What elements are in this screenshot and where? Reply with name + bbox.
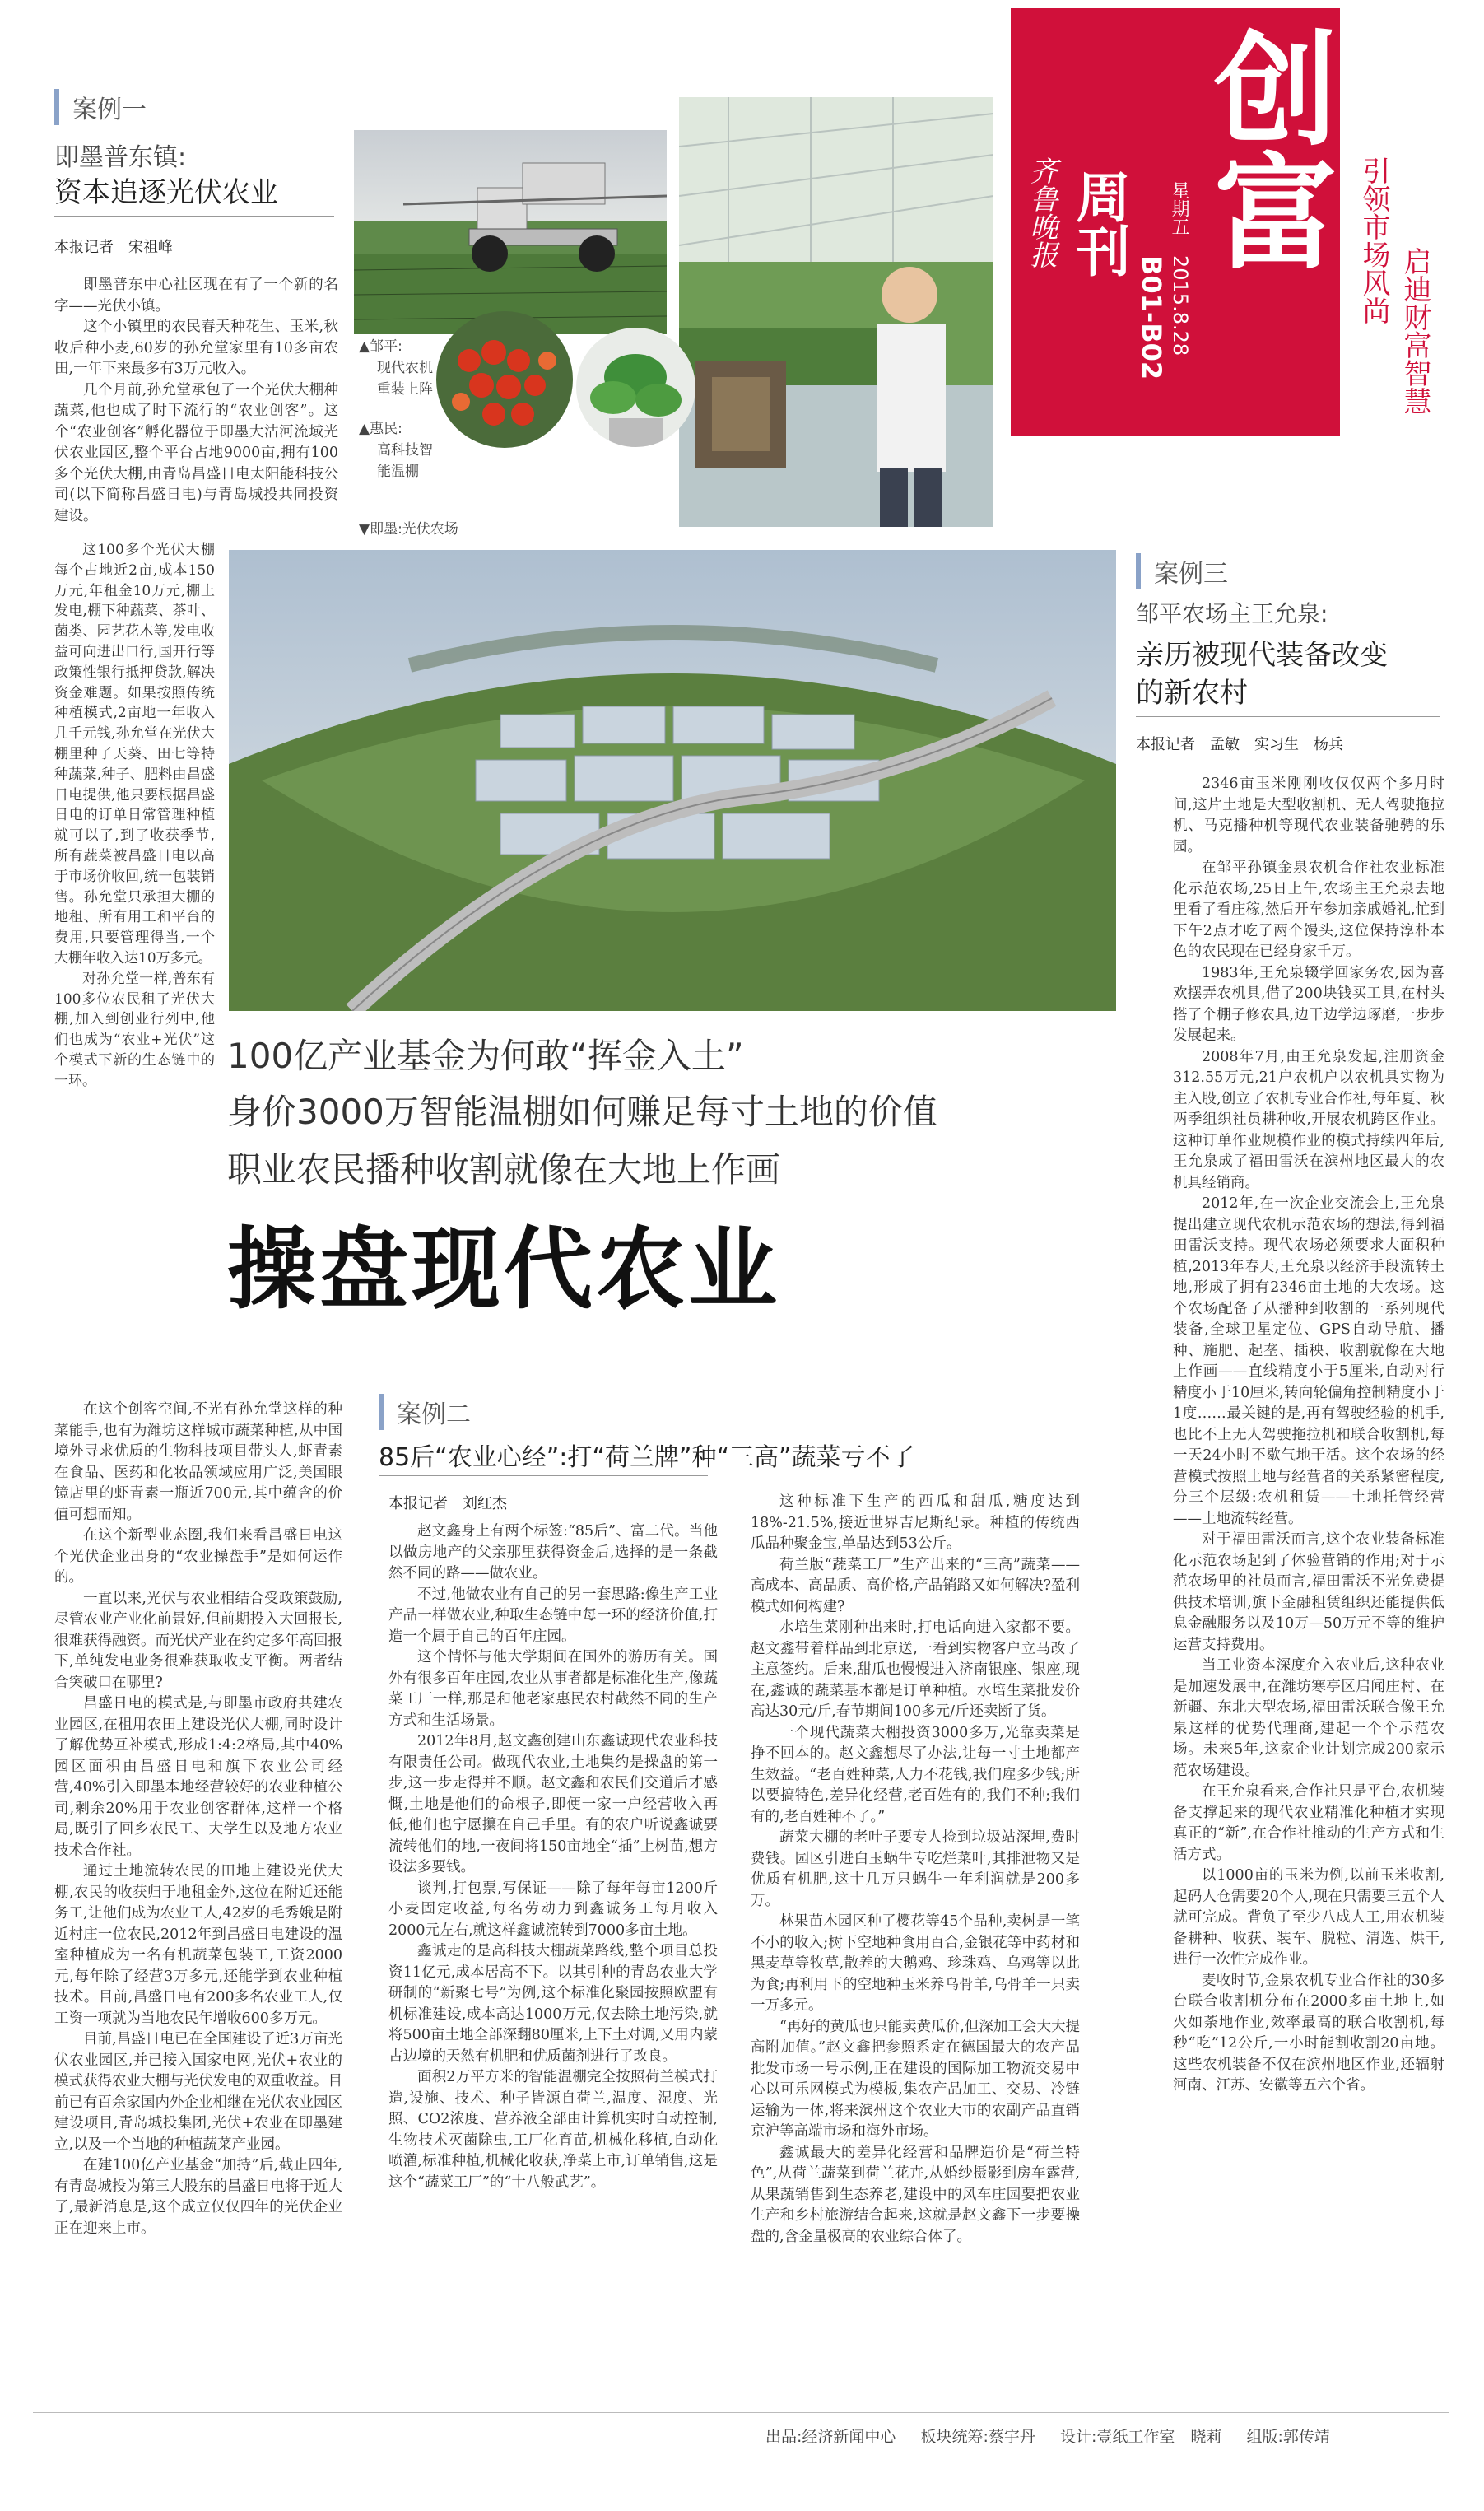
case2-para: 面积2万平方米的智能温棚完全按照荷兰模式打造,设施、技术、种子皆源自荷兰,温度、湿度、光照、CO2浓度、营养液全部由计算机实时自动控制,生物技术灭菌除虫,工厂化育苗,机械化移植,自动化喷灌,标准种植,机械化收获,净菜上市,订单销售,这是这个“蔬菜工厂”的“十八般武艺”。 bbox=[388, 2069, 718, 2191]
case3-para: 当工业资本深度介入农业后,这种农业是加速发展中,在潍坊寒亭区启闻庄村、在新疆、东北大型农场,福田雷沃联合像王允泉这样的优势代理商,建起一个个示范农场。未来5年,这家企业计划完成200家示范农场建设。 bbox=[1173, 1657, 1444, 1779]
case2-column-2 bbox=[751, 1492, 1080, 2394]
footer-rule bbox=[33, 2412, 1449, 2413]
case1-rule bbox=[54, 216, 334, 217]
case3-sub2: 亲历被现代装备改变 bbox=[1136, 639, 1388, 672]
case3-para: 1983年,王允泉辍学回家务农,因为喜欢摆弄农机具,借了200块钱买工具,在村头搭了个棚子修农具,边干边学边琢磨,一步步发展起来。 bbox=[1173, 964, 1444, 1044]
case2-para: 一个现代蔬菜大棚投资3000多万,光靠卖菜是挣不回本的。赵文鑫想尽了办法,让每一寸土地都产生效益。“老百姓种菜,人力不花钱,我们雇多少钱;所以要搞特色,差异化经营,老百姓有的,我们不种;我们有的,老百姓种不了。” bbox=[751, 1724, 1080, 1825]
caption-jimo: ▼即墨:光伏农场 bbox=[359, 521, 458, 538]
slogan-1: 引领市场风尚 bbox=[1357, 156, 1390, 324]
case3-para: 在王允泉看来,合作社只是平台,农机装备支撑起来的现代农业精准化种植才实现真正的“新”,在合作社推动的生产方式和生活方式。 bbox=[1173, 1783, 1444, 1863]
case2-rule bbox=[379, 1475, 708, 1476]
case3-para: 2346亩玉米刚刚收仅仅两个多月时间,这片土地是大型收割机、无人驾驶拖拉机、马克播种机等现代农业装备驰骋的乐园。 bbox=[1173, 776, 1444, 855]
seedling-photo bbox=[576, 328, 695, 447]
paper-logo: 齐鲁晚报 bbox=[1025, 156, 1058, 268]
case3-tag: 案例三 bbox=[1136, 553, 1228, 589]
case1-para: 通过土地流转农民的田地上建设光伏大棚,农民的收获归于地租金外,这位在附近还能务工,让他们成为农业工人,42岁的毛秀娥是附近村庄一位农民,2012年到昌盛日电建设的温室种植成为一名有机蔬菜包装工,工资2000元,每年除了经营3万多元,还能学到农业种植技术。目前,昌盛日电有200多名农业工人,仅工资一项就为当地农民年增收600多万元。 bbox=[54, 1863, 342, 2027]
case3-sub1: 邹平农场主王允泉: bbox=[1136, 600, 1328, 627]
case1-column-mid bbox=[54, 540, 215, 1396]
footer-planner: 板块统筹:蔡宇丹 bbox=[920, 2428, 1035, 2446]
case2-para: 这种标准下生产的西瓜和甜瓜,糖度达到18%-21.5%,接近世界吉尼斯纪录。种植的传统西瓜品种聚金宝,单品达到53公斤。 bbox=[751, 1493, 1080, 1552]
footer-editor: 组版:郭传靖 bbox=[1246, 2428, 1330, 2446]
footer-source: 出品:经济新闻中心 bbox=[765, 2428, 896, 2446]
case1-para: 这个小镇里的农民春天种花生、玉米,秋收后种小麦,60岁的孙允堂家里有10多亩农田,一年下来最多有3万元收入。 bbox=[54, 319, 338, 377]
headline-line-1: 100亿产业基金为何敢“挥金入土” bbox=[227, 1036, 744, 1076]
tomato-photo bbox=[436, 311, 573, 448]
case3-para: 麦收时节,金泉农机专业合作社的30多台联合收割机分布在2000多亩土地上,如火如荼地作业,效率最高的联合收割机,每秒“吃”12公斤,一小时能割收割20亩地。这些农机装备不仅在滨州地区作业,还辐射河南、江苏、安徽等五六个省。 bbox=[1173, 1972, 1444, 2094]
caption-huimin-line: ▲惠民: bbox=[359, 421, 402, 437]
case1-para: 即墨普东中心社区现在有了一个新的名字——光伏小镇。 bbox=[54, 277, 338, 314]
case1-sub1: 即墨普东镇: bbox=[54, 143, 187, 172]
case1-para: 在这个新型业态圈,我们来看昌盛日电这个光伏企业出身的“农业操盘手”是如何运作的。 bbox=[54, 1527, 342, 1586]
case2-para: 这个情怀与他大学期间在国外的游历有关。国外有很多百年庄园,农业从事者都是标准化生产,像蔬菜工厂一样,那是和他老家惠民农村截然不同的生产方式和生活场景。 bbox=[388, 1649, 718, 1729]
case3-para: 2012年,在一次企业交流会上,王允泉提出建立现代农机示范农场的想法,得到福田雷沃支持。现代农场必须要求大面积种植,2013年春天,王允泉以经济手段流转土地,形成了拥有2346亩土地的大农场。这个农场配备了从播种到收割的一系列现代装备,全球卫星定位、GPS自动导航、播种、施肥、起垄、插秧、收割就像在大地上作画——直线精度小于5厘米,自动对行精度小于10厘米,转向轮偏角控制精度小于1度……最关键的是,再有驾驶经验的机手,也比不上无人驾驶拖拉机和联合收割机,每一天24小时不歇气地干活。这个农场的经营模式按照土地与经营者的关系紧密程度,分三个层级:农机租赁——土地托管经营——土地流转经营。 bbox=[1173, 1195, 1444, 1527]
tractor-photo bbox=[354, 130, 667, 334]
case3-column bbox=[1173, 774, 1444, 2396]
case1-para: 昌盛日电的模式是,与即墨市政府共建农业园区,在租用农田上建设光伏大棚,同时设计了解优势互补模式,形成1:4:2格局,其中40%园区面积由昌盛日电和旗下农业公司经营,40%引入即墨本地经营较好的农业种植公司,剩余20%用于农业创客群体,这样一个格局,既引了回乡农民工、大学生以及地方农业技术合作社。 bbox=[54, 1695, 342, 1859]
title-label: 创富 bbox=[1193, 25, 1336, 272]
case1-byline: 本报记者 宋祖峰 bbox=[54, 239, 173, 256]
case1-para: 一直以来,光伏与农业相结合受政策鼓励,尽管农业产业化前景好,但前期投入大回报长,很难获得融资。而光伏产业在约定多年高回报下,单纯发电业务很难获取收支平衡。两者结合突破口在哪里? bbox=[54, 1590, 342, 1691]
caption-zouping-line: 现代农机 bbox=[377, 360, 433, 376]
case2-tag: 案例二 bbox=[379, 1394, 471, 1430]
case3-rule bbox=[1136, 716, 1440, 717]
case1-para: 这100多个光伏大棚每个占地近2亩,成本150万元,年租金10万元,棚上发电,棚下种蔬菜、茶叶、菌类、园艺花木等,发电收益可向进出口行,国开行等政策性银行抵押贷款,解决资金难题。如果按照传统种植模式,2亩地一年收入几千元钱,孙允堂在光伏大棚里种了天葵、田七等特种蔬菜,种子、肥料由昌盛日电提供,他只要根据昌盛日电的订单日常管理种植就可以了,到了收获季节,所有蔬菜被昌盛日电以高于市场价收回,统一包装销售。孙允堂只承担大棚的地租、所有用工和平台的费用,只要管理得当,一个大棚年收入达10万多元。 bbox=[54, 542, 215, 967]
case2-para: 水培生菜刚种出来时,打电话向进入家都不要。赵文鑫带着样品到北京送,一看到实物客户立马改了主意签约。后来,甜瓜也慢慢进入济南银座、银座,现在,鑫诚的蔬菜基本都是订单种植。水培生菜批发价高达30元/斤,春节期间100多元/斤还卖断了货。 bbox=[751, 1619, 1080, 1720]
main-headline: 操盘现代农业 bbox=[227, 1218, 781, 1321]
headline-line-3: 职业农民播种收割就像在大地上作画 bbox=[227, 1149, 781, 1190]
section-label: 周刊 bbox=[1067, 169, 1130, 277]
case1-para: 目前,昌盛日电已在全国建设了近3万亩光伏农业园区,并已接入国家电网,光伏+农业的模式获得农业大棚与光伏发电的双重收益。目前已有百余家国内外企业相继在光伏农业园区建设项目,青岛城投集团,光伏+农业在即墨建立,以及一个当地的种植蔬菜产业园。 bbox=[54, 2031, 342, 2153]
masthead-block bbox=[1011, 8, 1340, 436]
case2-para: 林果苗木园区种了樱花等45个品种,卖树是一笔不小的收入;树下空地种食用百合,金银花等中药材和黑麦草等牧草,散养的大鹅鸡、珍珠鸡、乌鸡等以此为食;再利用下的空地种玉米养乌骨羊,乌骨羊一只卖一万多元。 bbox=[751, 1913, 1080, 2014]
case3-para: 在邹平孙镇金泉农机合作社农业标准化示范农场,25日上午,农场主王允泉去地里看了看庄稼,然后开车参加亲戚婚礼,忙到下午2点才吃了两个馒头,这位保持淳朴本色的农民现在已经身家千万。 bbox=[1173, 860, 1444, 960]
case2-sub: 85后“农业心经”:打“荷兰牌”种“三高”蔬菜亏不了 bbox=[379, 1443, 915, 1472]
case3-sub3: 的新农村 bbox=[1136, 677, 1248, 710]
caption-huimin bbox=[359, 418, 441, 482]
caption-huimin-line: 高科技智 bbox=[377, 442, 433, 459]
case2-byline: 本报记者 刘红杰 bbox=[388, 1495, 507, 1512]
case2-para: 荷兰版“蔬菜工厂”生产出来的“三高”蔬菜——高成本、高品质、高价格,产品销路又如何解决?盈利模式如何构建? bbox=[751, 1556, 1080, 1615]
case3-byline: 本报记者 孟敏 实习生 杨兵 bbox=[1136, 736, 1343, 753]
case1-para: 对孙允堂一样,普东有100多位农民租了光伏大棚,加入到创业行列中,他们也成为“农业+光伏”这个模式下新的生态链中的一环。 bbox=[54, 970, 215, 1089]
case1-para: 在这个创客空间,不光有孙允堂这样的种菜能手,也有为潍坊这样城市蔬菜种植,从中国境外寻求优质的生物科技项目带头人,虾青素在食品、医药和化妆品领域应用广泛,美国眼镜店里的虾青素一瓶近700元,其中蕴含的价值可想而知。 bbox=[54, 1401, 342, 1523]
caption-zouping-line: ▲邹平: bbox=[359, 338, 402, 355]
case1-para: 在建100亿产业基金“加持”后,截止四年,有青岛城投为第三大股东的昌盛日电将于近大了,最新消息是,这个成立仅仅四年的光伏企业正在迎来上市。 bbox=[54, 2157, 342, 2237]
case2-para: 不过,他做农业有自己的另一套思路:像生产工业产品一样做农业,种取生态链中每一环的经济价值,打造一个属于自己的百年庄园。 bbox=[388, 1586, 718, 1645]
footer-credits bbox=[765, 2425, 1330, 2447]
case2-para: 赵文鑫身上有两个标签:“85后”、富二代。当他以做房地产的父亲那里获得资金后,选择的是一条截然不同的路——做农业。 bbox=[388, 1523, 718, 1582]
footer-design: 设计:壹纸工作室 晓莉 bbox=[1060, 2428, 1222, 2446]
caption-zouping-line: 重装上阵 bbox=[377, 381, 433, 398]
case2-para: “再好的黄瓜也只能卖黄瓜价,但深加工会大大提高附加值。”赵文鑫把参照系定在德国最大的农产品批发市场一号示例,正在建设的国际加工物流交易中心以可乐网模式为模板,集农产品加工、交易、冷链运输为一体,将来滨州这个农业大市的农副产品直销京沪等高端市场和海外市场。 bbox=[751, 2018, 1080, 2140]
weekday-label: 星期五 bbox=[1169, 181, 1189, 235]
case1-sub2: 资本追逐光伏农业 bbox=[54, 176, 278, 209]
case2-para: 2012年8月,赵文鑫创建山东鑫诚现代农业科技有限责任公司。做现代农业,土地集约是操盘的第一步,这一步走得并不顺。赵文鑫和农民们交道后才感慨,土地是他们的命根子,即便一家一户经营收入再低,他们也宁愿攥在自己手里。有的农户听说鑫诚要流转他们的地,一夜间将150亩地全“插”上树苗,想方设法多要钱。 bbox=[388, 1733, 718, 1875]
case3-para: 以1000亩的玉米为例,以前玉米收割,起码人仓需要20个人,现在只需要三五个人就可完成。背负了至少八成人工,用农机装备耕种、收获、装车、脱粒、清选、烘干,进行一次性完成作业。 bbox=[1173, 1867, 1444, 1968]
caption-huimin-line: 能温棚 bbox=[377, 464, 419, 480]
aerial-farm-photo bbox=[229, 550, 1116, 1011]
case2-para: 谈判,打包票,写保证——除了每年每亩1200斤小麦固定收益,每名劳动力到鑫诚务工每月收入2000元左右,就这样鑫诚流转到7000多亩土地。 bbox=[388, 1880, 718, 1939]
caption-zouping bbox=[359, 336, 441, 400]
case1-column-bottom bbox=[54, 1400, 342, 2396]
date-label: 2015.8.28 bbox=[1169, 255, 1192, 356]
slogan-2: 启迪财富智慧 bbox=[1398, 247, 1431, 415]
case3-para: 2008年7月,由王允泉发起,注册资金312.55万元,21户农机户以农机具实物为主入股,创立了农机专业合作社,每年夏、秋两季组织社员耕种收,开展农机跨区作业。这种订单作业规模作业的模式持续四年后,王允泉成了福田雷沃在滨州地区最大的农机具经销商。 bbox=[1173, 1048, 1444, 1191]
case2-para: 鑫诚最大的差异化经营和品牌造价是“荷兰特色”,从荷兰蔬菜到荷兰花卉,从婚纱摄影到房车露营,从果蔬销售到生态养老,建设中的风车庄园要把农业生产和乡村旅游结合起来,这就是赵文鑫下一步要操盘的,含金量极高的农业综合体了。 bbox=[751, 2144, 1080, 2245]
greenhouse-farmer-photo bbox=[679, 97, 993, 527]
case3-para: 对于福田雷沃而言,这个农业装备标准化示范农场起到了体验营销的作用;对于示范农场里的社员而言,福田雷沃不光免费提供技术培训,旗下金融租赁组织还能提供低息金融服务以及10万—50万元不等的维护运营支持费用。 bbox=[1173, 1531, 1444, 1653]
headline-line-2: 身价3000万智能温棚如何赚足每寸土地的价值 bbox=[227, 1092, 937, 1132]
case2-para: 蔬菜大棚的老叶子要专人捡到垃圾站深埋,费时费钱。园区引进白玉蜗牛专吃烂菜叶,其排泄物又是优质有机肥,这十几万只蜗牛一年利润就是200多万。 bbox=[751, 1829, 1080, 1909]
case1-column-top bbox=[54, 275, 338, 538]
case1-para: 几个月前,孙允堂承包了一个光伏大棚种蔬菜,他也成了时下流行的“农业创客”。这个“农业创客”孵化器位于即墨大沽河流域光伏农业园区,整个平台占地9000亩,拥有100多个光伏大棚,由青岛昌盛日电太阳能科技公司(以下简称昌盛日电)与青岛城投共同投资建设。 bbox=[54, 381, 338, 524]
pages-label: B01-B02 bbox=[1136, 255, 1167, 380]
case1-tag: 案例一 bbox=[54, 89, 147, 125]
case2-column-1 bbox=[388, 1521, 718, 2394]
case2-para: 鑫诚走的是高科技大棚蔬菜路线,整个项目总投资11亿元,成本居高不下。以其引种的青岛农业大学研制的“新聚七号”为例,这个标准化聚园按照欧盟有机标准建设,成本高达1000万元,仅去除土地污染,就将500亩土地全部深翻80厘米,上下土对调,又用内蒙古边境的天然有机肥和优质菌剂进行了改良。 bbox=[388, 1943, 718, 2065]
